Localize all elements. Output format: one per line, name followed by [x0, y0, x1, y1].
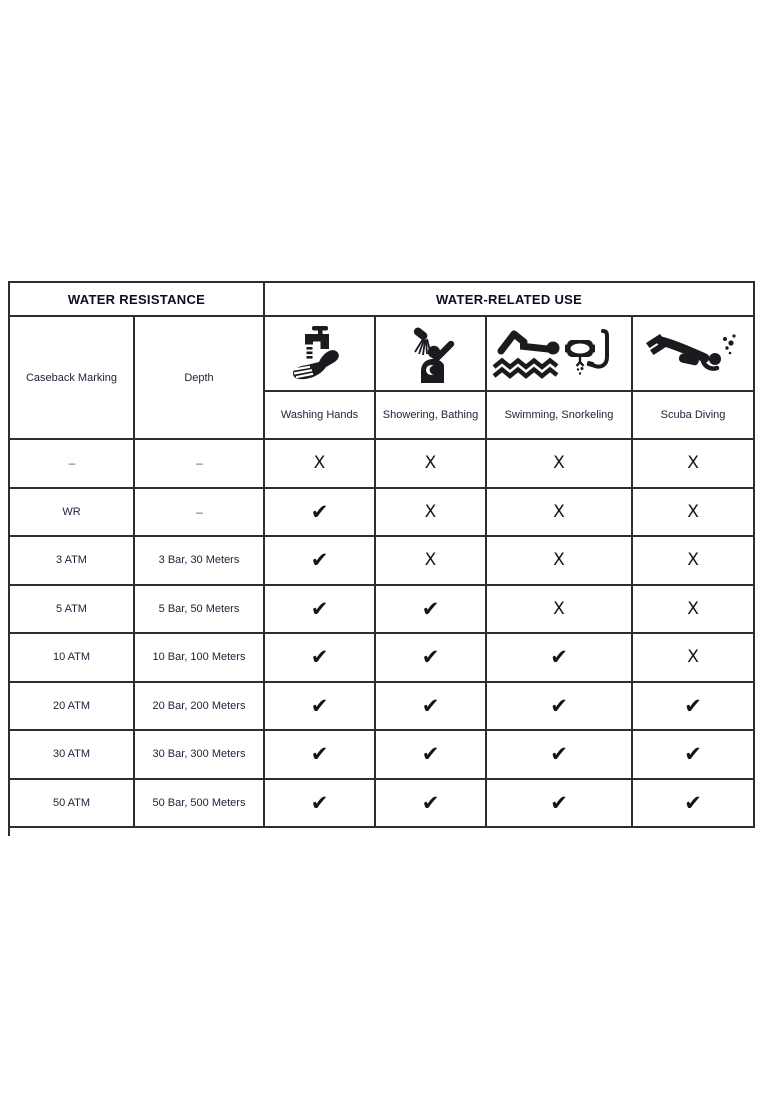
usage-mark-cell — [375, 779, 486, 828]
usage-mark-cell — [375, 682, 486, 731]
caseback-marking-cell: WR — [9, 488, 134, 537]
usage-mark: ✔ — [550, 790, 568, 815]
usage-mark: ✔ — [550, 645, 568, 670]
usage-mark-cell — [632, 536, 754, 585]
usage-mark: X — [687, 550, 699, 571]
depth-cell: 10 Bar, 100 Meters — [134, 633, 264, 682]
usage-mark: ✔ — [310, 596, 329, 621]
usage-mark: X — [424, 453, 437, 474]
depth-cell: 20 Bar, 200 Meters — [134, 682, 264, 731]
usage-mark-cell — [632, 585, 754, 634]
washing-hands-label: Washing Hands — [264, 391, 375, 439]
usage-mark: ✔ — [421, 693, 440, 718]
table-row — [9, 633, 754, 682]
usage-mark: X — [313, 453, 326, 474]
usage-mark: X — [553, 550, 565, 571]
usage-mark-cell — [632, 779, 754, 828]
usage-mark-cell — [264, 730, 375, 779]
usage-mark: X — [687, 453, 699, 474]
usage-mark: X — [687, 501, 699, 522]
scuba-diving-icon-cell — [632, 316, 754, 391]
usage-mark: ✔ — [684, 790, 702, 815]
caseback-marking-cell: 3 ATM — [9, 536, 134, 585]
usage-mark: ✔ — [421, 742, 440, 767]
usage-mark-cell — [486, 682, 632, 731]
caseback-marking-cell: 30 ATM — [9, 730, 134, 779]
water-resistance-header: WATER RESISTANCE — [9, 282, 264, 316]
usage-mark-cell — [264, 536, 375, 585]
usage-mark-cell — [632, 730, 754, 779]
caseback-marking-cell: 10 ATM — [9, 633, 134, 682]
usage-mark: ✔ — [310, 645, 329, 670]
table-row — [9, 730, 754, 779]
depth-column-header: Depth — [134, 316, 264, 439]
depth-cell: 30 Bar, 300 Meters — [134, 730, 264, 779]
table-body — [9, 282, 754, 827]
scuba-diving-icon — [645, 331, 741, 377]
cropped-row-edge — [8, 826, 10, 836]
caseback-marking-column-header: Caseback Marking — [9, 316, 134, 439]
usage-mark-cell — [486, 730, 632, 779]
usage-mark-cell — [264, 682, 375, 731]
usage-mark: ✔ — [310, 742, 329, 767]
usage-mark: X — [424, 550, 437, 571]
swimming-snorkeling-icon — [491, 327, 627, 381]
usage-mark-cell — [264, 585, 375, 634]
usage-mark-cell — [375, 585, 486, 634]
depth-cell: 5 Bar, 50 Meters — [134, 585, 264, 634]
usage-mark-cell — [375, 730, 486, 779]
usage-mark-cell — [375, 439, 486, 488]
table-row — [9, 585, 754, 634]
usage-mark: X — [553, 453, 565, 474]
usage-mark: ✔ — [684, 693, 702, 718]
usage-mark-cell — [486, 585, 632, 634]
caseback-marking-cell: 5 ATM — [9, 585, 134, 634]
usage-mark-cell — [632, 682, 754, 731]
washing-hands-icon-cell — [264, 316, 375, 391]
usage-mark-cell — [486, 779, 632, 828]
usage-mark: ✔ — [421, 596, 440, 621]
usage-mark: X — [424, 501, 437, 522]
usage-mark: ✔ — [684, 742, 702, 767]
usage-mark-cell — [264, 488, 375, 537]
usage-mark-cell — [375, 633, 486, 682]
table-row — [9, 682, 754, 731]
caseback-marking-cell: – — [9, 439, 134, 488]
usage-mark: ✔ — [421, 645, 440, 670]
depth-cell: 50 Bar, 500 Meters — [134, 779, 264, 828]
title-row — [9, 282, 754, 316]
scuba-diving-label: Scuba Diving — [632, 391, 754, 439]
depth-cell: 3 Bar, 30 Meters — [134, 536, 264, 585]
usage-mark: ✔ — [310, 499, 329, 524]
caseback-marking-cell: 50 ATM — [9, 779, 134, 828]
usage-mark: X — [553, 598, 565, 619]
table-row — [9, 488, 754, 537]
water-resistance-chart — [8, 281, 753, 828]
usage-mark-cell — [632, 439, 754, 488]
table-row — [9, 536, 754, 585]
usage-mark-cell — [375, 536, 486, 585]
showering-icon-cell — [375, 316, 486, 391]
usage-mark: X — [687, 598, 699, 619]
usage-mark: ✔ — [550, 693, 568, 718]
icon-row — [9, 316, 754, 391]
depth-cell: – — [134, 488, 264, 537]
usage-mark: ✔ — [421, 790, 440, 815]
usage-mark: ✔ — [310, 693, 329, 718]
showering-icon — [404, 325, 458, 383]
usage-mark: X — [553, 501, 565, 522]
usage-mark-cell — [486, 439, 632, 488]
usage-mark: ✔ — [550, 742, 568, 767]
washing-hands-icon — [291, 325, 349, 383]
usage-mark-cell — [264, 633, 375, 682]
usage-mark-cell — [632, 488, 754, 537]
usage-mark-cell — [264, 439, 375, 488]
usage-mark-cell — [632, 633, 754, 682]
swimming-snorkeling-icon-cell — [486, 316, 632, 391]
usage-mark-cell — [375, 488, 486, 537]
swimming-snorkeling-label: Swimming, Snorkeling — [486, 391, 632, 439]
usage-mark-cell — [486, 488, 632, 537]
usage-mark-cell — [486, 536, 632, 585]
showering-bathing-label: Showering, Bathing — [375, 391, 486, 439]
usage-mark-cell — [486, 633, 632, 682]
depth-cell: – — [134, 439, 264, 488]
caseback-marking-cell: 20 ATM — [9, 682, 134, 731]
usage-mark: ✔ — [310, 548, 329, 573]
table-row — [9, 439, 754, 488]
usage-mark-cell — [264, 779, 375, 828]
water-resistance-table — [8, 281, 755, 828]
water-related-use-header: WATER-RELATED USE — [264, 282, 754, 316]
table-row — [9, 779, 754, 828]
usage-mark: X — [687, 647, 699, 668]
usage-mark: ✔ — [310, 790, 329, 815]
